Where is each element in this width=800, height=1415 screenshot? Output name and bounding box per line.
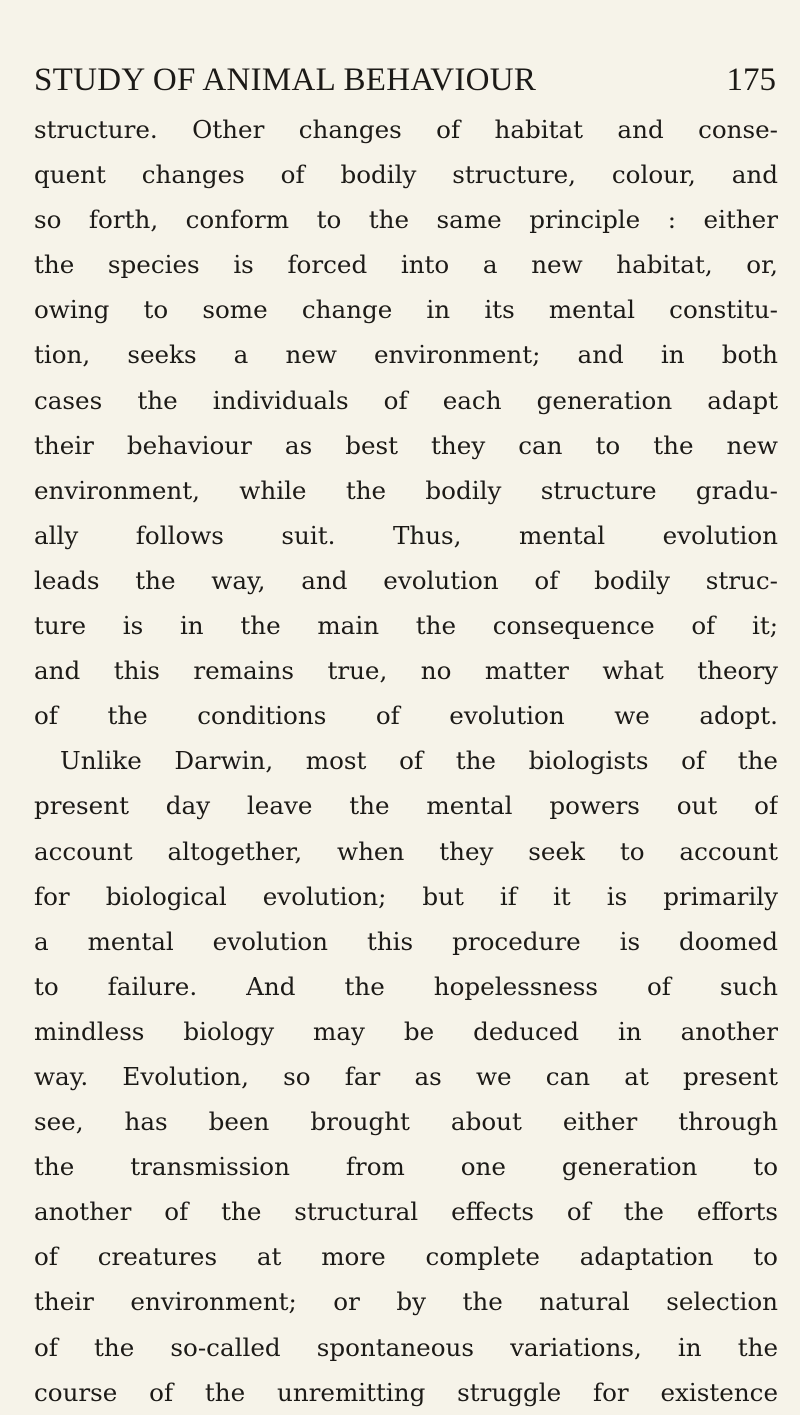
- body-text: [34, 107, 778, 1415]
- text-line: environment, while the bodily structure gradu-: [34, 475, 778, 505]
- text-line: structure. Other changes of habitat and conse-: [34, 115, 778, 144]
- text-line: leads the way, and evolution of bodily struc-: [34, 565, 778, 595]
- text-line: ture is in the main the consequence of it;: [34, 611, 778, 641]
- text-line: of the conditions of evolution we adopt.: [34, 701, 778, 731]
- text-line: cases the individuals of each generation adapt: [34, 385, 778, 415]
- text-line: present day leave the mental powers out of: [34, 791, 778, 821]
- text-line: account altogether, when they seek to account: [34, 836, 778, 866]
- text-line: the species is forced into a new habitat, or,: [34, 250, 778, 280]
- text-line: see, has been brought about either through: [34, 1107, 778, 1137]
- text-line: a mental evolution this procedure is doomed: [34, 926, 778, 956]
- text-line: so forth, conform to the same principle : either: [34, 205, 778, 235]
- page-header: [34, 58, 776, 102]
- text-line: mindless biology may be deduced in another: [34, 1016, 778, 1046]
- text-line: tion, seeks a new environment; and in both: [34, 340, 778, 370]
- page-number: 175: [726, 62, 776, 98]
- text-line: their environment; or by the natural selection: [34, 1287, 778, 1317]
- text-line: another of the structural effects of the efforts: [34, 1197, 778, 1227]
- text-line: to failure. And the hopelessness of such: [34, 971, 778, 1001]
- paragraph-start-line: Unlike Darwin, most of the biologists of the: [60, 746, 778, 776]
- text-line: way. Evolution, so far as we can at present: [34, 1061, 778, 1091]
- text-line: quent changes of bodily structure, colour, and: [34, 160, 778, 190]
- text-line: ally follows suit. Thus, mental evolution: [34, 520, 778, 550]
- text-line: their behaviour as best they can to the new: [34, 430, 778, 460]
- text-line: owing to some change in its mental constitu-: [34, 295, 778, 325]
- text-line: of creatures at more complete adaptation to: [34, 1242, 778, 1272]
- text-line: for biological evolution; but if it is primarily: [34, 881, 778, 911]
- text-line: and this remains true, no matter what theory: [34, 656, 778, 686]
- text-line: of the so-called spontaneous variations, in the: [34, 1332, 778, 1362]
- running-title: STUDY OF ANIMAL BEHAVIOUR: [34, 62, 537, 98]
- text-line: course of the unremitting struggle for existence: [34, 1377, 778, 1407]
- text-line: the transmission from one generation to: [34, 1152, 778, 1182]
